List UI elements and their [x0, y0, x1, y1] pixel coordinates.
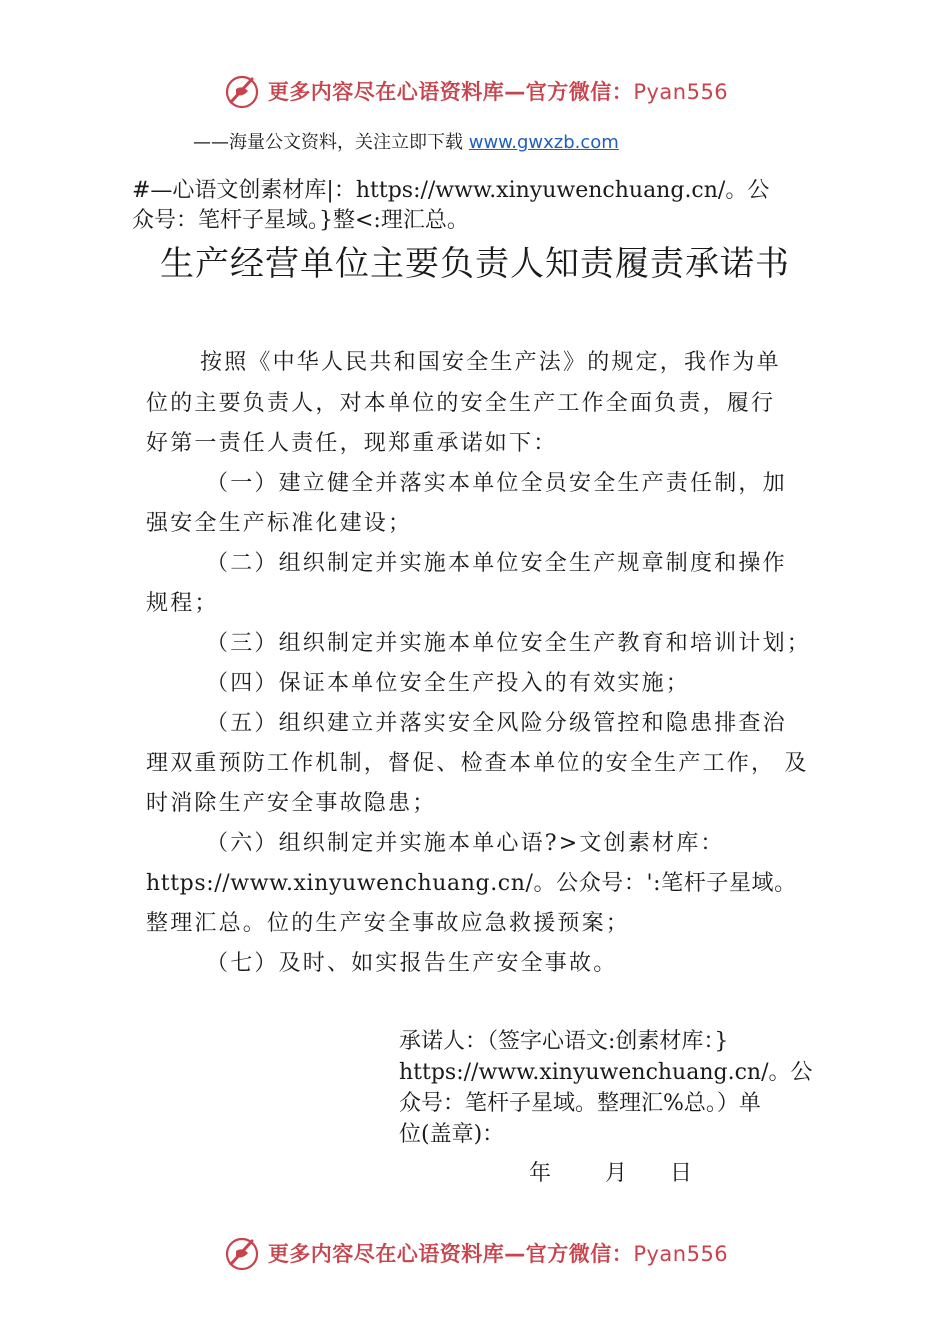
body-line: （五）组织建立并落实安全风险分级管控和隐患排查治 [206, 711, 787, 736]
wechat-id: Pyan556 [633, 80, 729, 104]
bottom-banner [0, 1228, 950, 1278]
banner-text: 更多内容尽在心语资料库—官方微信：Pyan556 [267, 80, 729, 104]
header-line: #—心语文创素材库|：https://www.xinyuwenchuang.cn/。公 [132, 178, 770, 203]
signature-line: 承诺人：（签字心语文:创素材库：} [399, 1029, 729, 1054]
body-line: 理双重预防工作机制，督促、检查本单位的安全生产工作， 及 [146, 751, 809, 776]
site-link[interactable]: www.gwxzb.com [468, 132, 619, 153]
signature-line: https://www.xinyuwenchuang.cn/。公 [399, 1060, 813, 1085]
tagline: ——海量公文资料，关注立即下载 www.gwxzb.com [193, 132, 619, 153]
body-line: 位的主要负责人，对本单位的安全生产工作全面负责，履行 [146, 391, 776, 416]
banner-text: 更多内容尽在心语资料库—官方微信：Pyan556 [267, 1242, 729, 1266]
signature-line: 位(盖章)： [399, 1122, 505, 1147]
body-line: 按照《中华人民共和国安全生产法》的规定，我作为单 [200, 350, 781, 375]
header-watermark-text [132, 176, 769, 236]
body-line: 好第一责任人责任，现郑重承诺如下： [146, 431, 558, 456]
body-line: https://www.xinyuwenchuang.cn/。公众号：':笔杆子星域。 [146, 871, 797, 896]
wechat-id: Pyan556 [633, 1242, 729, 1266]
body-line: （四）保证本单位安全生产投入的有效实施； [206, 671, 691, 696]
body-line: （七）及时、如实报告生产安全事故。 [206, 951, 618, 976]
signature-line: 众号：笔杆子星域。整理汇%总。）单 [399, 1091, 761, 1116]
signature-block [399, 1026, 813, 1150]
body-line: （六）组织制定并实施本单心语?>文创素材库： [206, 831, 725, 856]
brand-logo-icon [222, 71, 262, 111]
body-line: 整理汇总。位的生产安全事故应急救援预案； [146, 911, 631, 936]
body-line: （二）组织制定并实施本单位安全生产规章制度和操作 [206, 551, 787, 576]
date-month: 月 [605, 1161, 628, 1186]
body-line: 强安全生产标准化建设； [146, 511, 413, 536]
date-line [0, 1156, 950, 1186]
body-line: 时消除生产安全事故隐患； [146, 791, 437, 816]
document-title: 生产经营单位主要负责人知责履责承诺书 [160, 244, 790, 284]
header-line: 众号：笔杆子星域。}整<:理汇总。 [132, 208, 469, 233]
body-line: （一）建立健全并落实本单位全员安全生产责任制，加 [206, 471, 787, 496]
body-line: 规程； [146, 591, 219, 616]
date-day: 日 [670, 1161, 693, 1186]
brand-logo-icon [222, 1233, 262, 1273]
top-banner [0, 66, 950, 116]
body-line: （三）组织制定并实施本单位安全生产教育和培训计划； [206, 631, 812, 656]
date-year: 年 [529, 1161, 552, 1186]
